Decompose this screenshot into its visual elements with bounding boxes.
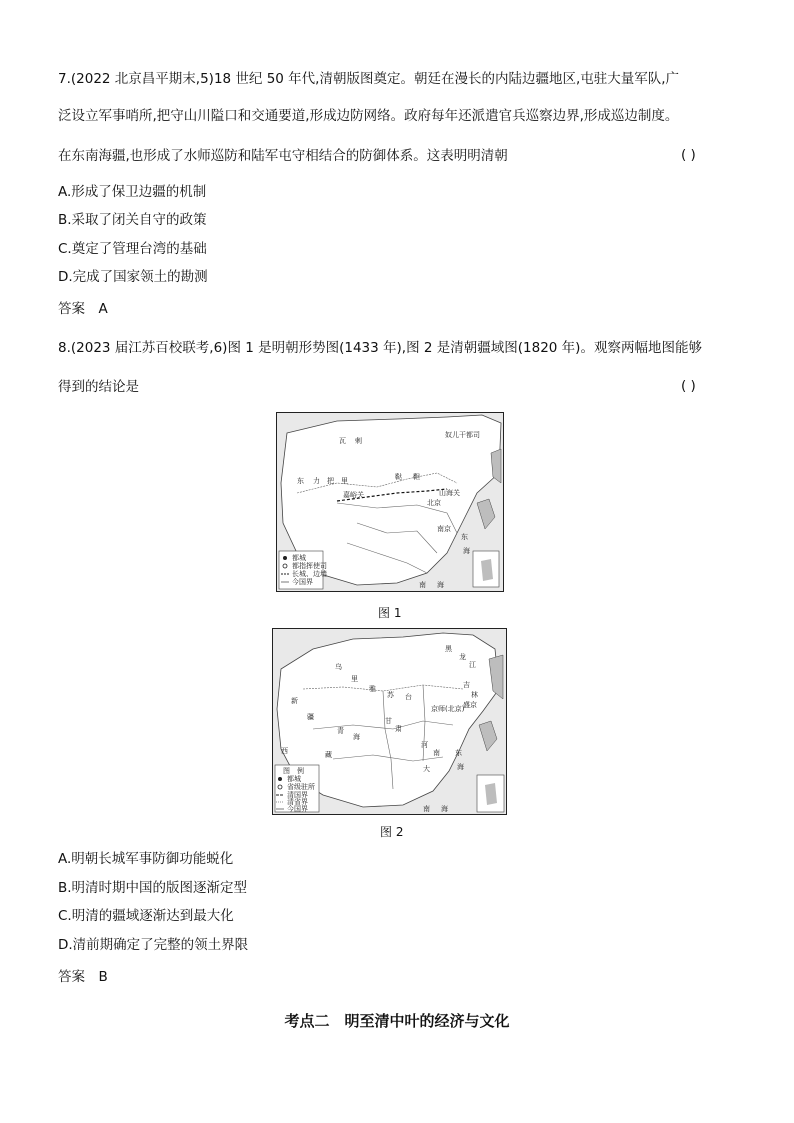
figure-2-label: 苏: [387, 691, 394, 699]
figure-1-map-drawing: [277, 413, 503, 591]
figure-2-label: 台: [405, 693, 412, 701]
figure-1-ming-map: [276, 412, 504, 592]
figure-2-legend-capital: 都城: [287, 775, 301, 783]
figure-2-label: 藏: [325, 751, 332, 759]
figure-2-label: 疆: [307, 713, 314, 721]
figure-2-label: 青: [337, 727, 344, 735]
q8-option-d: D.清前期确定了完整的领土界限: [58, 937, 249, 953]
figure-2-label: 林: [471, 691, 478, 699]
figure-1-label: 奴儿干都司: [445, 431, 480, 439]
q7-option-d: D.完成了国家领土的勘测: [58, 269, 208, 285]
figure-1-label: 东: [297, 477, 304, 485]
figure-2-label: 乌: [335, 663, 342, 671]
q7-option-b: B.采取了闭关自守的政策: [58, 212, 207, 228]
figure-2-label: 海: [441, 805, 448, 813]
figure-1-label: 把: [327, 477, 334, 485]
figure-1-label: 靼: [413, 473, 420, 481]
q7-stem-line-3: 在东南海疆,也形成了水师巡防和陆军屯守相结合的防御体系。这表明明清朝: [58, 148, 508, 164]
q7-option-a: A.形成了保卫边疆的机制: [58, 184, 207, 200]
figure-2-label: 吉: [463, 681, 470, 689]
figure-1-label: 海: [437, 581, 444, 589]
figure-2-qing-map: [272, 628, 507, 815]
figure-2-label: 新: [291, 697, 298, 705]
q7-answer: 答案 A: [58, 301, 108, 317]
figure-2-label: 西: [281, 747, 288, 755]
figure-1-label: 南京: [437, 525, 451, 533]
figure-2-label: 东: [455, 749, 462, 757]
figure-1-label: 力: [313, 477, 320, 485]
figure-2-caption: 图 2: [380, 825, 404, 839]
figure-2-label: 京师(北京): [431, 705, 465, 713]
figure-1-label: 嘉峪关: [343, 491, 364, 499]
figure-1-label: 山海关: [439, 489, 460, 497]
figure-1-label: 里: [341, 477, 348, 485]
figure-2-label: 南: [423, 805, 430, 813]
figure-1-label: 东: [461, 533, 468, 541]
figure-2-legend-title: 图 例: [283, 767, 304, 775]
figure-1-caption: 图 1: [378, 606, 402, 620]
figure-1-legend-border: 今国界: [292, 578, 313, 586]
q7-option-c: C.奠定了管理台湾的基础: [58, 241, 207, 257]
figure-1-label: 海: [463, 547, 470, 555]
section-title: 考点二 明至清中叶的经济与文化: [284, 1012, 510, 1030]
figure-1-legend-wall: 长城、边墙: [292, 570, 327, 578]
figure-2-label: 江: [469, 661, 476, 669]
q8-option-a: A.明朝长城军事防御功能蜕化: [58, 851, 234, 867]
figure-1-label: 北京: [427, 499, 441, 507]
figure-2-label: 海: [353, 733, 360, 741]
q7-stem-line-1: 7.(2022 北京昌平期末,5)18 世纪 50 年代,清朝版图奠定。朝廷在漫长的内陆边疆地区,屯驻大量军队,广: [58, 71, 680, 87]
figure-2-label: 大: [423, 765, 430, 773]
figure-2-label: 盛京: [463, 701, 477, 709]
figure-1-label: 鞑: [395, 473, 402, 481]
figure-2-label: 海: [457, 763, 464, 771]
figure-2-label: 里: [351, 675, 358, 683]
figure-2-legend-qing-border: 清国界: [287, 791, 308, 799]
q7-answer-parentheses: ( ): [681, 147, 696, 163]
q8-option-c: C.明清的疆域逐渐达到最大化: [58, 908, 234, 924]
figure-2-legend-modern-border: 今国界: [287, 805, 308, 813]
figure-2-label: 甘: [385, 717, 392, 725]
figure-1-label: 南: [419, 581, 426, 589]
q7-stem-line-2: 泛设立军事哨所,把守山川隘口和交通要道,形成边防网络。政府每年还派遣官兵巡察边界,形成巡边制度。: [58, 108, 679, 124]
figure-1-label: 剌: [355, 437, 362, 445]
figure-2-legend-qing-province: 清省界: [287, 798, 308, 806]
q8-stem-line-1: 8.(2023 届江苏百校联考,6)图 1 是明朝形势图(1433 年),图 2 是清朝疆域图(1820 年)。观察两幅地图能够: [58, 340, 702, 356]
figure-2-label: 龙: [459, 653, 466, 661]
figure-2-label: 黑: [445, 645, 452, 653]
figure-2-legend-province-seat: 省级驻所: [287, 783, 315, 791]
figure-2-label: 肃: [395, 725, 402, 733]
figure-2-map-drawing: [273, 629, 506, 814]
q8-answer: 答案 B: [58, 969, 108, 985]
figure-2-label: 雅: [369, 685, 376, 693]
q8-option-b: B.明清时期中国的版图逐渐定型: [58, 880, 248, 896]
figure-1-legend-command: 都指挥使司: [292, 562, 327, 570]
figure-1-legend-capital: 都城: [292, 554, 306, 562]
figure-1-label: 瓦: [339, 437, 346, 445]
q8-stem-line-2: 得到的结论是: [58, 379, 139, 395]
figure-2-label: 河: [421, 741, 428, 749]
q8-answer-parentheses: ( ): [681, 378, 696, 394]
figure-2-label: 南: [433, 749, 440, 757]
